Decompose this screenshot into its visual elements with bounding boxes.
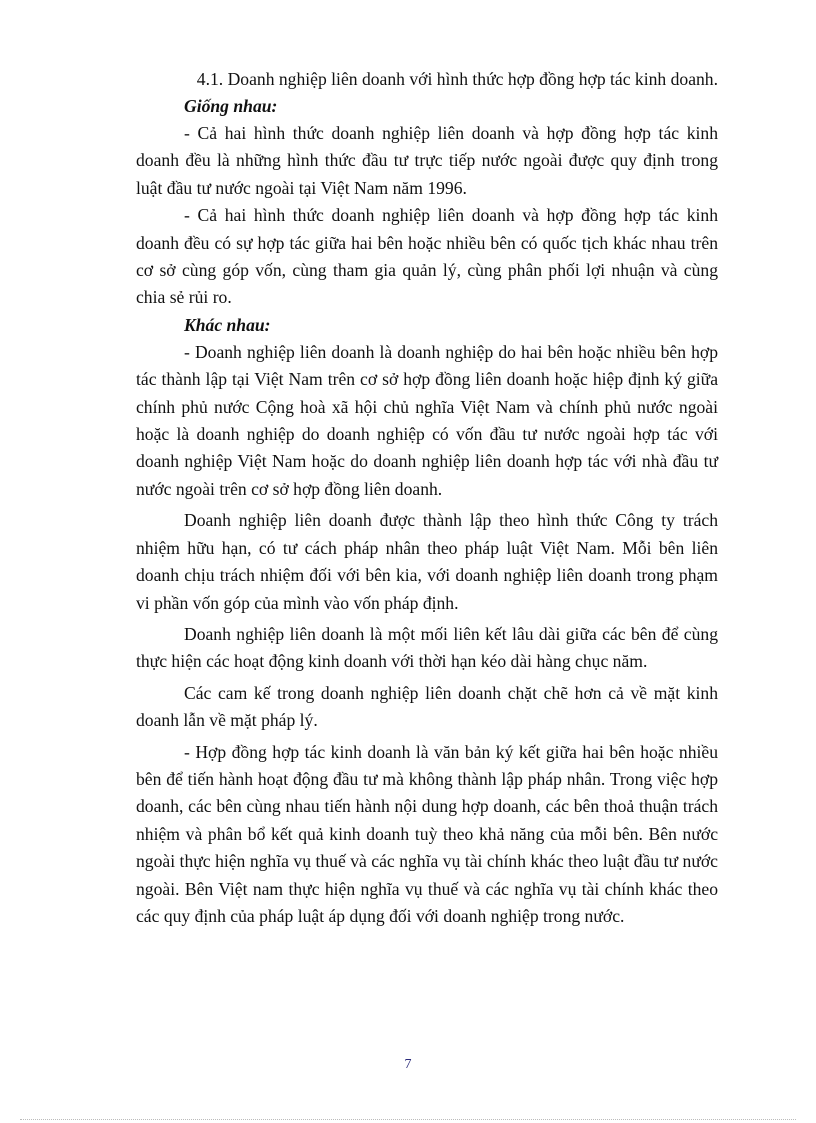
similar-title: Giống nhau: [184, 96, 278, 116]
similar-paragraph-2: - Cả hai hình thức doanh nghiệp liên doanh và hợp đồng hợp tác kinh doanh đều có sự hợp tác giữa hai bên hoặc nhiều bên có quốc tịch khác nhau trên cơ sở cùng góp vốn, cùng tham gia quản lý, cùng phân phối lợi nhuận và cùng chia sẻ rủi ro. [136, 205, 718, 308]
different-paragraph-2: Doanh nghiệp liên doanh được thành lập theo hình thức Công ty trách nhiệm hữu hạn, có tư cách pháp nhân theo pháp luật Việt Nam. Mỗi bên liên doanh chịu trách nhiệm đối với bên kia, với doanh nghiệp liên doanh trong phạm vi phần vốn góp của mình vào vốn pháp định. [136, 510, 718, 613]
page-number: 7 [404, 1057, 412, 1072]
different-paragraph-4: Các cam kế trong doanh nghiệp liên doanh chặt chẽ hơn cả về mặt kinh doanh lẫn về mặt pháp lý. [136, 682, 718, 731]
section-heading: 4.1. Doanh nghiệp liên doanh với hình thức hợp đồng hợp tác kinh doanh. [196, 69, 718, 89]
similar-paragraph-1: - Cả hai hình thức doanh nghiệp liên doanh và hợp đồng hợp tác kinh doanh đều là những hình thức đầu tư trực tiếp nước ngoài được quy định trong luật đầu tư nước ngoài tại Việt Nam năm 1996. [136, 123, 718, 198]
different-paragraph-5: - Hợp đồng hợp tác kinh doanh là văn bản ký kết giữa hai bên hoặc nhiều bên để tiến hành hoạt động đầu tư mà không thành lập pháp nhân. Trong việc hợp doanh, các bên cùng nhau tiến hành nội dung hợp doanh, các bên thoả thuận trách nhiệm và phân bổ kết quả kinh doanh tuỳ theo khả năng của mỗi bên. Bên nước ngoài thực hiện nghĩa vụ thuế và các nghĩa vụ tài chính khác theo luật đầu tư nước ngoài. Bên Việt nam thực hiện nghĩa vụ thuế và các nghĩa vụ tài chính khác theo các quy định của pháp luật áp dụng đối với doanh nghiệp trong nước. [136, 741, 718, 926]
footer-divider [20, 1119, 796, 1120]
different-title: Khác nhau: [184, 314, 271, 335]
different-paragraph-1: - Doanh nghiệp liên doanh là doanh nghiệp do hai bên hoặc nhiều bên hợp tác thành lập tại Việt Nam trên cơ sở hợp đồng liên doanh hoặc hiệp định ký giữa chính phủ nước Cộng hoà xã hội chủ nghĩa Việt Nam và chính phủ nước ngoài hoặc là doanh nghiệp do doanh nghiệp có vốn đầu tư nước ngoài hợp tác với doanh nghiệp Việt Nam hoặc do doanh nghiệp liên doanh hợp tác với nhà đầu tư nước ngoài trên cơ sở hợp đồng liên doanh. [136, 341, 718, 499]
document-page [136, 66, 718, 930]
different-paragraph-3: Doanh nghiệp liên doanh là một mối liên kết lâu dài giữa các bên để cùng thực hiện các hoạt động kinh doanh với thời hạn kéo dài hàng chục năm. [136, 623, 718, 672]
